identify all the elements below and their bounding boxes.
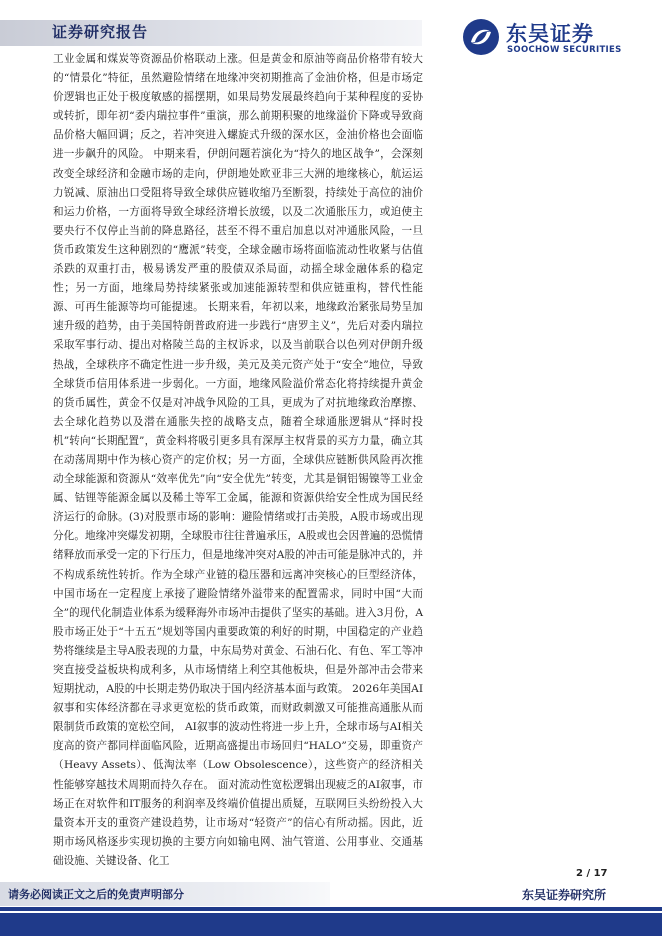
body-text	[53, 50, 423, 871]
logo-name-cn: 东吴证券	[506, 22, 594, 46]
company-logo	[462, 16, 632, 56]
page-number: 2 / 17	[576, 868, 608, 879]
footer-institute: 东吴证券研究所	[522, 888, 607, 902]
footer-disclaimer: 请务必阅读正文之后的免责声明部分	[8, 888, 184, 901]
body-paragraph: 工业金属和煤炭等资源品价格联动上涨。但是黄金和原油等商品价格带有较大的“情景化”特征，虽然避险情绪在地缘冲突初期推高了金油价格，但是市场定价逻辑也正处于极度敏感的摇摆期，如果局势发展最终趋向于某种程度的妥协或转折，即年初“委内瑞拉事件”重演，那么前期积聚的地缘溢价下降或导致商品价格大幅回调；反之，若冲突进入螺旋式升级的深水区，金油价格也会面临进一步飙升的风险。 中期来看，伊朗问题若演化为“持久的地区战争”，会深刻改变全球经济和金融市场的走向，伊朗地处欧亚非三大洲的地缘核心，航运运力锐减、原油出口受阻将导致全球供应链收缩乃至断裂，持续处于高位的油价和运力价格，一方面将导致全球经济增长放缓，以及二次通胀压力，或迫使主要央行不仅停止当前的降息路径，甚至不得不重启加息以对冲通胀风险，一旦货币政策发生这种剧烈的“鹰派”转变，全球金融市场将面临流动性收紧与估值杀跌的双重打击，极易诱发严重的股债双杀局面，动摇全球金融体系的稳定性；另一方面，地缘局势持续紧张或加速能源转型和供应链重构，替代性能源、可再生能源等均可能提速。 长期来看，年初以来，地缘政治紧张局势呈加速升级的趋势，由于美国特朗普政府进一步践行“唐罗主义”，先后对委内瑞拉采取军事行动、提出对格陵兰岛的主权诉求，以及当前联合以色列对伊朗升级热战，全球秩序不确定性进一步升级，美元及美元资产处于“安全”地位，导致全球货币信用体系进一步弱化。一方面，地缘风险溢价常态化将持续提升黄金的货币属性，黄金不仅是对冲战争风险的工具，更成为了对抗地缘政治摩擦、去全球化趋势以及潜在通胀失控的战略支点，随着全球通胀逻辑从“择时投机”转向“长期配置”，黄金料将吸引更多具有深厚主权背景的买方力量，确立其在动荡周期中作为核心资产的定价权；另一方面，全球供应链断供风险再次推动全球能源和资源从“效率优先”向“安全优先”转变，尤其是铜铝锡镍等工业金属、钴锂等能源金属以及稀土等军工金属，能源和资源供给安全性成为国民经济运行的命脉。(3)对股票市场的影响：避险情绪或打击美股，A股市场或出现分化。地缘冲突爆发初期，全球股市往往普遍承压，A股或也会因普遍的恐慌情绪释放而承受一定的下行压力，但是地缘冲突对A股的冲击可能是脉冲式的，并不构成系统性转折。作为全球产业链的稳压器和远离冲突核心的巨型经济体，中国市场在一定程度上承接了避险情绪外溢带来的配置需求，同时中国“大而全”的现代化制造业体系为缓释海外市场冲击提供了坚实的基础。进入3月份，A股市场正处于“十五五”规划等国内重要政策的利好的时期，中国稳定的产业趋势将继续是主导A股表现的力量，中东局势对黄金、石油石化、有色、军工等冲突直接受益板块构成利多，从市场情绪上利空其他板块，但是外部冲击会带来短期扰动，A股的中长期走势仍取决于国内经济基本面与政策。 2026年美国AI叙事和实体经济都在寻求更宽松的货币政策，而财政刺激又可能推高通胀从而限制货币政策的宽松空间， AI叙事的波动性将进一步上升，全球市场与AI相关度高的资产都同样面临风险，近期高盛提出市场回归“HALO”交易，即重资产（Heavy Assets）、低淘汰率（Low Obsolescence），这些资产的经济相关性能够穿越技术周期而持久存在。 面对流动性宽松逻辑出现疲乏的AI叙事，市场正在对软件和IT服务的利润率及终端价值提出质疑，互联网巨头纷纷投入大量资本开支的重资产建设趋势，让市场对“轻资产”的信心有所动摇。因此，近期市场风格逐步实现切换的主要方向如输电网、油气管道、公用事业、交通基础设施、关键设备、化工	[53, 53, 423, 867]
soochow-logo-icon	[462, 18, 500, 56]
footer-bar	[0, 913, 662, 936]
page-header	[0, 0, 662, 55]
logo-name-en: SOOCHOW SECURITIES	[507, 45, 622, 55]
footer-divider	[0, 907, 662, 911]
report-type-title: 证券研究报告	[52, 23, 149, 41]
